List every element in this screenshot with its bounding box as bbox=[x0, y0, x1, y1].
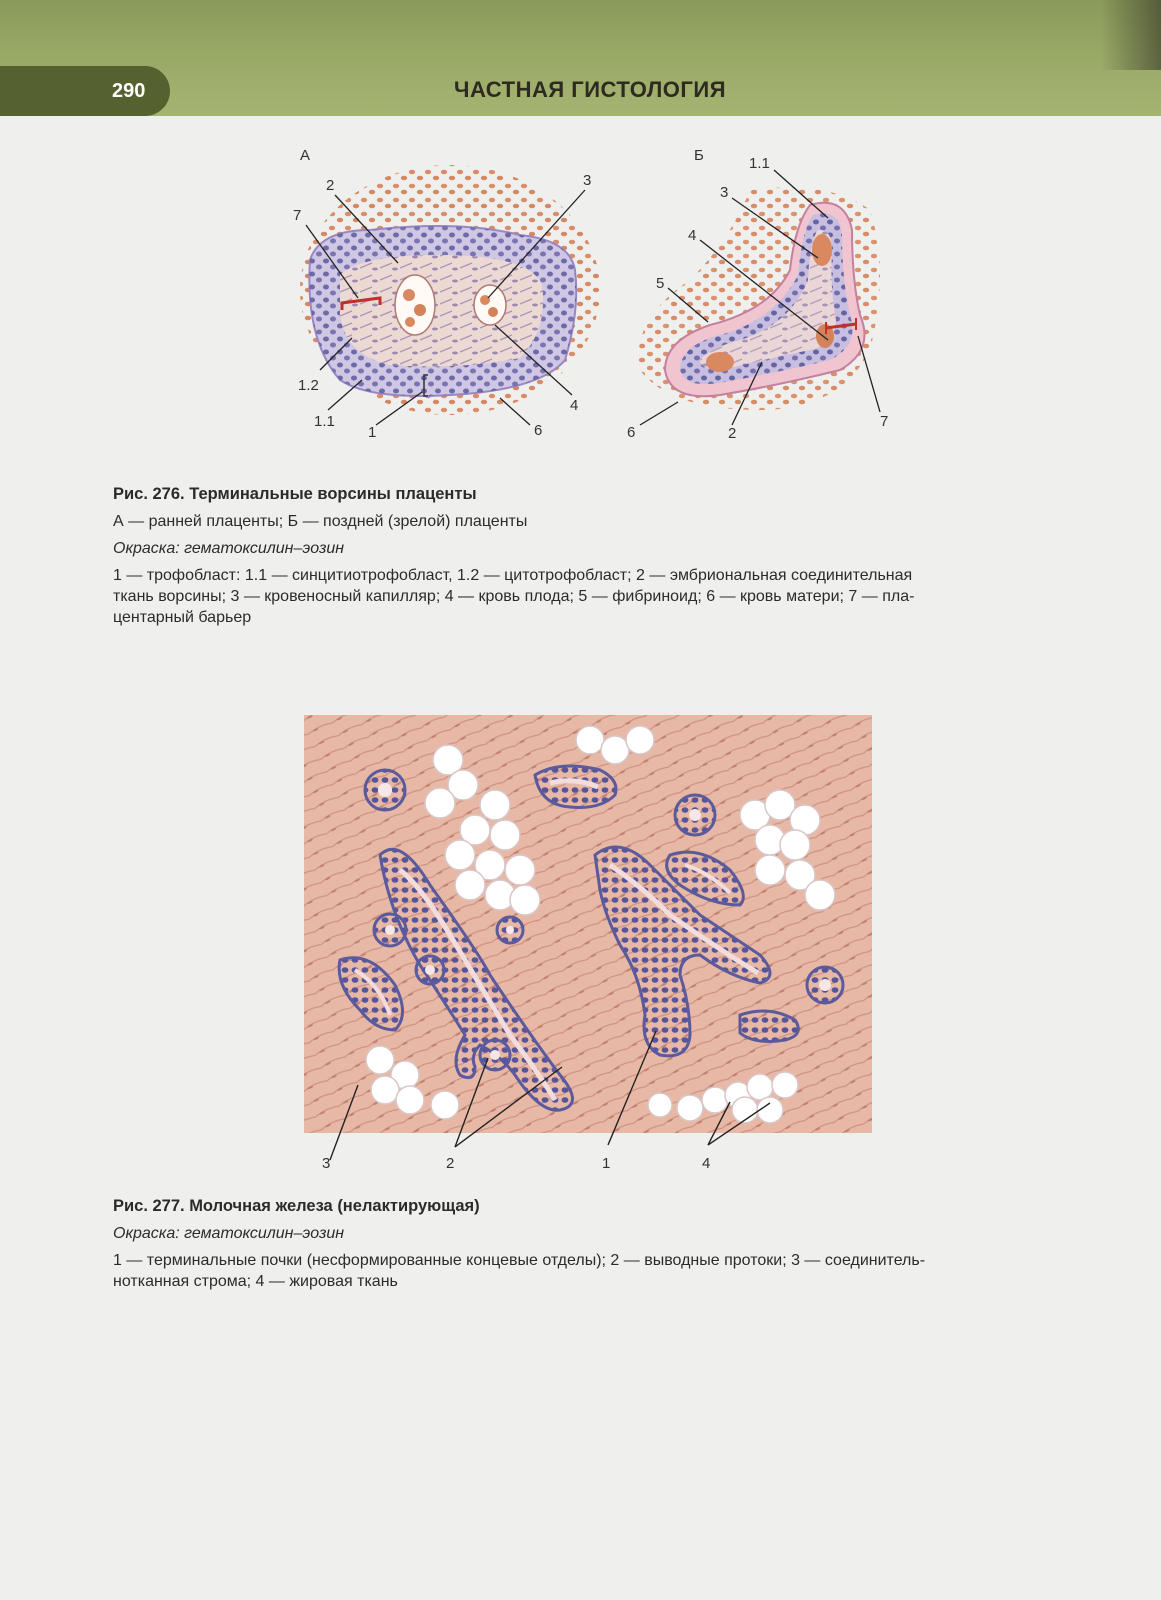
figure-277-illustration bbox=[300, 715, 880, 1185]
figure-276-legend-line-2: ткань ворсины; 3 — кровеносный капилляр; 4 — кровь плода; 5 — фибриноид; 6 — кровь матери; 7 — пла- bbox=[113, 588, 915, 605]
figure-277-stain: Окраска: гематоксилин–эозин bbox=[113, 1225, 345, 1242]
figure-276-title: Рис. 276. Терминальные ворсины плаценты bbox=[113, 485, 477, 503]
figure-276-illustration bbox=[280, 140, 920, 460]
panel-a bbox=[300, 165, 600, 415]
figure-276-stain: Окраска: гематоксилин–эозин bbox=[113, 540, 345, 557]
figure-276-caption bbox=[113, 484, 1073, 628]
figure-277-label-1: 1 bbox=[602, 1155, 611, 1172]
figure-276-subtitle: А — ранней плаценты; Б — поздней (зрелой) плаценты bbox=[113, 513, 528, 530]
page-edge-shadow bbox=[1101, 0, 1161, 70]
panel-a-label-6: 6 bbox=[534, 422, 543, 439]
page-number: 290 bbox=[112, 80, 146, 102]
panel-a-title: А bbox=[300, 147, 311, 164]
figure-277-label-2: 2 bbox=[446, 1155, 455, 1172]
panel-a-label-2: 2 bbox=[326, 177, 335, 194]
panel-b bbox=[639, 188, 880, 411]
panel-b-label-6: 6 bbox=[627, 424, 636, 441]
figure-277-caption bbox=[113, 1196, 1073, 1292]
panel-a-label-3: 3 bbox=[583, 172, 592, 189]
figure-277-legend-line-1: 1 — терминальные почки (несформированные концевые отделы); 2 — выводные протоки; 3 — соединитель- bbox=[113, 1252, 926, 1269]
panel-b-label-3: 3 bbox=[720, 184, 729, 201]
figure-277-label-4: 4 bbox=[702, 1155, 711, 1172]
panel-a-label-4: 4 bbox=[570, 397, 579, 414]
running-title: ЧАСТНАЯ ГИСТОЛОГИЯ bbox=[454, 77, 727, 102]
figure-276-legend-line-1: 1 — трофобласт: 1.1 — синцитиотрофобласт, 1.2 — цитотрофобласт; 2 — эмбриональная соединительная bbox=[113, 567, 913, 584]
panel-a-label-1: 1 bbox=[368, 424, 377, 441]
panel-b-label-7: 7 bbox=[880, 413, 889, 430]
panel-b-label-1-1: 1.1 bbox=[749, 155, 770, 172]
panel-a-label-7: 7 bbox=[293, 207, 302, 224]
panel-b-label-5: 5 bbox=[656, 275, 665, 292]
panel-b-label-4: 4 bbox=[688, 227, 697, 244]
panel-a-label-1-1: 1.1 bbox=[314, 413, 335, 430]
panel-a-label-1-2: 1.2 bbox=[298, 377, 319, 394]
figure-277-title: Рис. 277. Молочная железа (нелактирующая) bbox=[113, 1197, 480, 1215]
panel-b-label-2: 2 bbox=[728, 425, 737, 442]
figure-276-legend-line-3: центарный барьер bbox=[113, 609, 252, 626]
figure-277-label-3: 3 bbox=[322, 1155, 331, 1172]
figure-277-legend-line-2: нотканная строма; 4 — жировая ткань bbox=[113, 1273, 398, 1290]
panel-b-title: Б bbox=[694, 147, 704, 164]
